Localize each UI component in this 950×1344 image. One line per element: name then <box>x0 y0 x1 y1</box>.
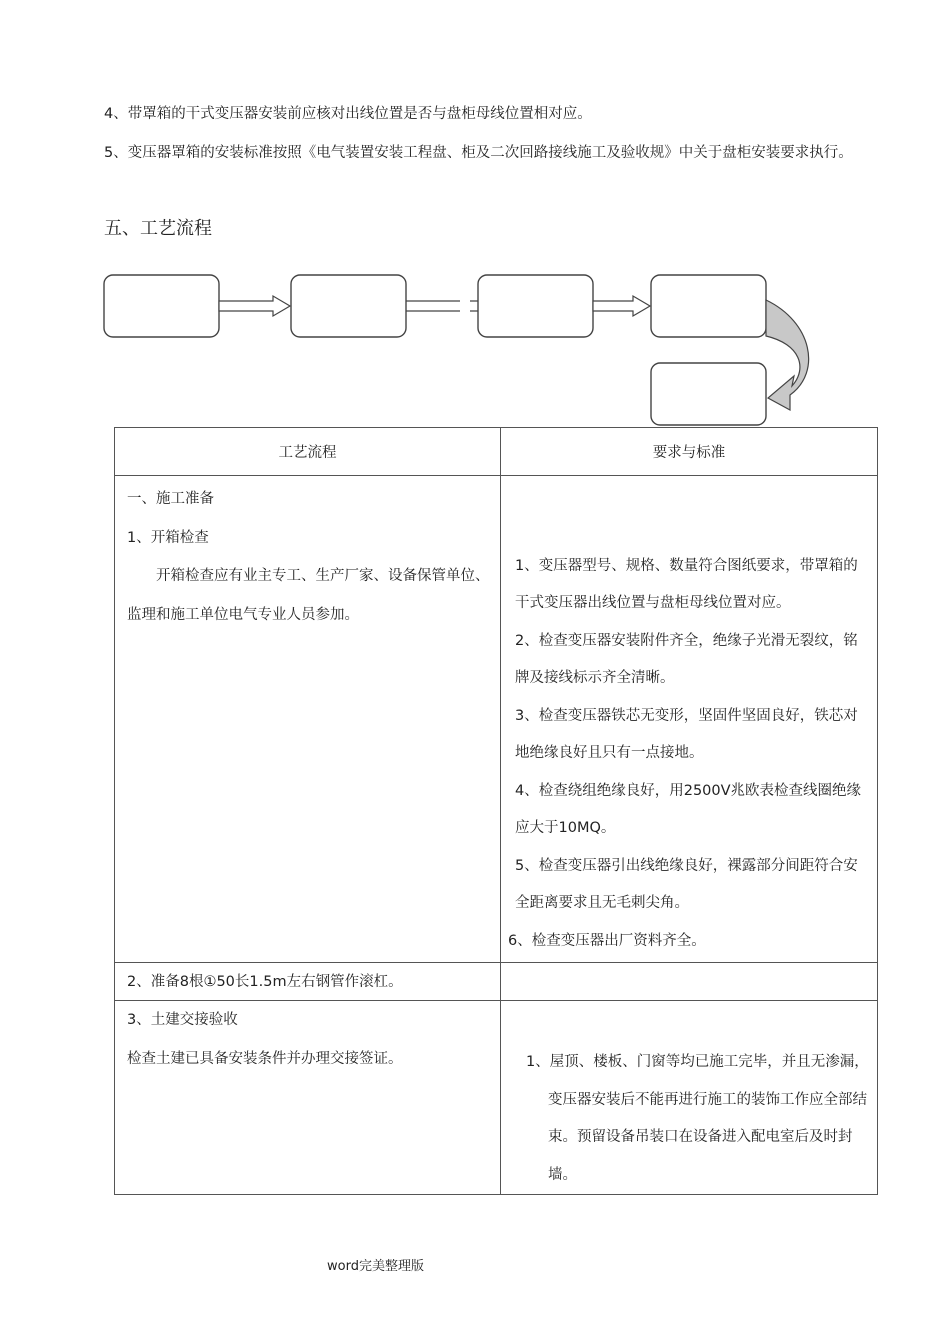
req-item: 4、检查绕组绝缘良好，用2500V兆欧表检查线圈绝缘应大于10MQ。 <box>515 782 862 836</box>
row3-process-cell <box>115 1001 501 1195</box>
table-row <box>115 476 878 963</box>
row3-item-text: 检查土建已具备安装条件并办理交接签证。 <box>127 1050 403 1067</box>
req-item: 2、检查变压器安装附件齐全，绝缘子光滑无裂纹，铭牌及接线标示齐全清晰。 <box>515 632 858 686</box>
row1-process-cell <box>115 476 501 963</box>
flow-box-1 <box>104 275 219 337</box>
section-title: 五、工艺流程 <box>104 218 212 239</box>
flow-box-5 <box>651 363 766 425</box>
req-item: 5、检查变压器引出线绝缘良好，裸露部分间距符合安全距离要求且无毛刺尖角。 <box>515 857 858 911</box>
flow-arrow-2 <box>406 301 478 311</box>
req-item: 6、检查变压器出厂资料齐全。 <box>508 932 706 949</box>
row1-item-title: 1、开箱检查 <box>127 529 209 546</box>
flow-curved-arrow <box>766 300 809 410</box>
table-row <box>115 1001 878 1195</box>
row1-section-title: 一、施工准备 <box>127 491 214 507</box>
req-item: 3、检查变压器铁芯无变形，坚固件坚固良好，铁芯对地绝缘良好且只有一点接地。 <box>515 707 858 761</box>
row3-item-title: 3、土建交接验收 <box>127 1012 238 1028</box>
flow-box-4 <box>651 275 766 337</box>
row2-requirements-cell <box>501 963 878 1001</box>
table-header-row <box>115 428 878 476</box>
row1-item-text: 开箱检查应有业主专工、生产厂家、设备保管单位、监理和施工单位电气专业人员参加。 <box>127 568 490 623</box>
flow-box-3 <box>478 275 593 337</box>
intro-item-5: 5、变压器罩箱的安装标准按照《电气装置安装工程盘、柜及二次回路接线施工及验收规》中关于盘柜安装要求执行。 <box>104 145 853 161</box>
table-row <box>115 963 878 1001</box>
intro-item-4: 4、带罩箱的干式变压器安装前应核对出线位置是否与盘柜母线位置相对应。 <box>104 106 592 122</box>
header-process: 工艺流程 <box>115 428 501 476</box>
row2-process-cell <box>115 963 501 1001</box>
flow-arrow-3 <box>593 296 650 316</box>
flow-box-2 <box>291 275 406 337</box>
header-requirements: 要求与标准 <box>501 428 878 476</box>
process-flow-diagram <box>0 0 950 440</box>
req-item: 1、屋顶、楼板、门窗等均已施工完毕，并且无渗漏，变压器安装后不能再进行施工的装饰工作应全部结束。预留设备吊装口在设备进入配电室后及时封墙。 <box>526 1054 869 1183</box>
row3-requirements-cell <box>501 1001 878 1195</box>
process-table <box>114 427 878 1195</box>
row2-text: 2、准备8根①50长1.5m左右钢管作滚杠。 <box>127 973 403 990</box>
req-item: 1、变压器型号、规格、数量符合图纸要求，带罩箱的干式变压器出线位置与盘柜母线位置对应。 <box>515 557 858 611</box>
footer-watermark: word完美整理版 <box>327 1259 424 1274</box>
row1-requirements-cell <box>501 476 878 963</box>
flow-arrow-1 <box>219 296 290 316</box>
